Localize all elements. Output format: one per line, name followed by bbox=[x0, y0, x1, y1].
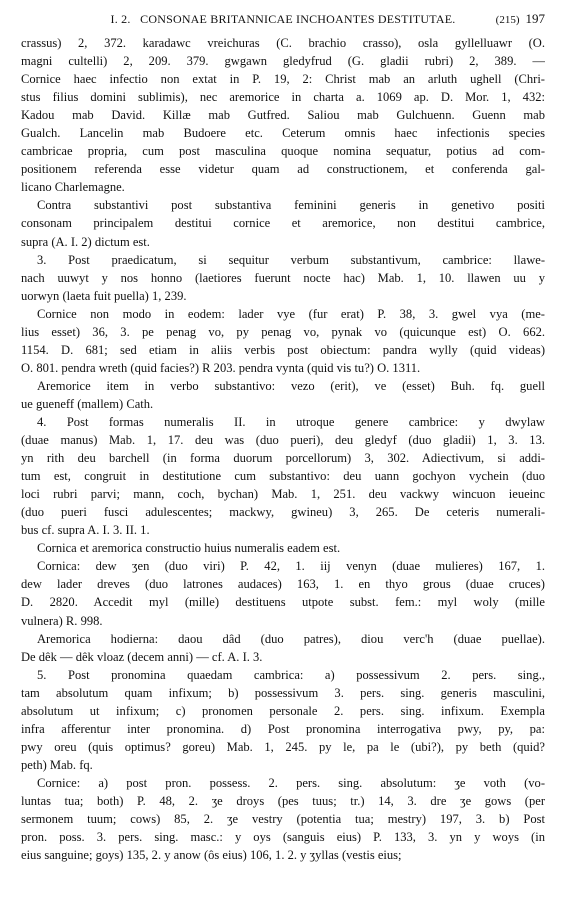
page-numbers bbox=[496, 8, 545, 31]
paragraph bbox=[21, 377, 545, 413]
text-line: infra afferentur inter pronomina. d) Post pronomina interrogativa pwy, py, pa: bbox=[21, 721, 545, 736]
text-line: vulnera) R. 998. bbox=[21, 613, 103, 628]
text-line: Cornica: dew ʒen (duo viri) P. 42, 1. iij venyn (duae mulieres) 167, 1. bbox=[37, 559, 545, 574]
text-line: pron. poss. 3. pers. sing. masc.: y oys (sanguis eius) P. 133, 3. yn y woys (in bbox=[21, 830, 545, 845]
text-line: lius esset) 36, 3. pe penag vo, py penag vo, pynak vo (quicunque est) O. 662. bbox=[21, 324, 545, 339]
text-line: Aremorica hodierna: daou dâd (duo patres), diou verc'h (duae puellae). bbox=[37, 631, 545, 646]
text-line: luntas tua; both) P. 48, 2. ʒe droys (pes tuus; tr.) 14, 3. dre ʒe gows (per bbox=[21, 793, 545, 808]
text-line: Cornice haec infectio non extat in P. 19, 2: Christ mab an arluth ughell (Chri- bbox=[21, 72, 545, 87]
paragraph bbox=[21, 34, 545, 196]
text-line: uorwyn (laeta fuit puella) 1, 239. bbox=[21, 288, 187, 303]
text-line: De dêk — dêk vloaz (decem anni) — cf. A. I. 3. bbox=[21, 649, 263, 664]
text-line: eius sanguine; goys) 135, 2. y anow (ôs eius) 106, 1. 2. y ʒyllas (vestis eius; bbox=[21, 848, 402, 863]
text-line: Cornica et aremorica constructio huius numeralis eadem est. bbox=[37, 541, 341, 556]
text-line: tum est, congruit in destitutione cum substantivo: deu uann gochyon vychein (duo bbox=[21, 469, 545, 484]
paragraph bbox=[21, 305, 545, 377]
paragraph bbox=[21, 666, 545, 774]
text-line: 1154. D. 681; sed etiam in aliis verbis post obiectum: pandra wylly (quid videas) bbox=[21, 342, 545, 357]
text-line: 5. Post pronomina quaedam cambrica: a) possessivum 2. pers. sing., bbox=[37, 667, 545, 682]
paragraph bbox=[21, 413, 545, 539]
text-line: supra (A. I. 2) dictum est. bbox=[21, 234, 150, 249]
text-line: sermonem tuum; cows) 85, 2. ʒe vestry (potentia tua; mestry) 197, 3. b) Post bbox=[21, 812, 545, 827]
text-line: yn rith deu barchell (in forma duorum porcellorum) 3, 302. Adiectivum, si addi- bbox=[21, 451, 545, 466]
text-line: D. 2820. Accedit myl (mille) destituens utpote subst. fem.: myl woly (mille bbox=[21, 595, 545, 610]
body-text bbox=[21, 34, 545, 864]
paragraph bbox=[21, 557, 545, 629]
text-line: crassus) 2, 372. karadawc vreichuras (C. brachio crasso), osla gyllelluawr (O. bbox=[21, 36, 545, 50]
text-line: bus cf. supra A. I. 3. II. 1. bbox=[21, 523, 150, 538]
text-line: positionem referenda esse videtur quam ad constructionem, et conferenda gal- bbox=[21, 162, 545, 177]
section-number: I. 2. bbox=[110, 12, 131, 26]
paragraph bbox=[21, 630, 545, 666]
paragraph bbox=[21, 774, 545, 864]
text-line: (duo pueri fusci adulescentes; mackwy, gwineu) 3, 265. De ceteris numerali- bbox=[21, 505, 545, 520]
text-line: ue gueneff (mallem) Cath. bbox=[21, 396, 154, 411]
text-line: magni cultelli) 2, 209. 379. gwgawn gledyfrud (G. gladii rubri) 2, 389. — bbox=[21, 54, 545, 69]
text-line: tam absolutum quam infixum; b) possessivum 3. pers. sing. generis masculini, bbox=[21, 685, 545, 700]
text-line: 3. Post praedicatum, si sequitur verbum substantivum, cambrice: llawe- bbox=[37, 252, 545, 267]
text-line: Gualch. Lancelin mab Budoere etc. Ceterum omnis haec infectionis species bbox=[21, 126, 545, 141]
text-line: (duae manus) Mab. 1, 17. deu was (duo pueri), deu gledyf (duo gladii) 1, 3. 13. bbox=[21, 433, 545, 448]
running-title bbox=[21, 8, 545, 30]
text-line: pwy oreu (quis optimus? goreu) Mab. 1, 245. py le, pa le (ubi?), py beth (quid? bbox=[21, 739, 545, 754]
text-line: Aremorice item in verbo substantivo: vezo (erit), ve (esset) Buh. fq. guell bbox=[37, 378, 545, 393]
paragraph bbox=[21, 539, 545, 557]
text-line: Contra substantivi post substantiva feminini generis in genetivo positi bbox=[37, 198, 545, 213]
text-line: Cornice: a) post pron. possess. 2. pers. sing. absolutum: ʒe voth (vo- bbox=[37, 775, 545, 790]
text-line: absolutum ut infixum; c) pronomen personale 2. pers. sing. infixum. Exempla bbox=[21, 703, 545, 718]
page-number: 197 bbox=[525, 11, 545, 26]
paragraph bbox=[21, 251, 545, 305]
text-line: peth) Mab. fq. bbox=[21, 757, 93, 772]
text-line: licano Charlemagne. bbox=[21, 180, 125, 195]
text-line: Kadou mab David. Killæ mab Gutfred. Saliou mab Gulchuenn. Guenn mab bbox=[21, 108, 545, 123]
text-line: consonam principalem destitui cornice et aremorice, non destitui cambrice, bbox=[21, 216, 545, 231]
text-line: loci rubri parvi; mann, coch, bychan) Mab. 1, 251. deu vackwy wincuon ieueinc bbox=[21, 487, 545, 502]
text-line: nach uuwyt y nos honno (laetiores fuerunt nocte hac) Mab. 1, 10. llawen uu y bbox=[21, 270, 545, 285]
section-title: CONSONAE BRITANNICAE INCHOANTES DESTITUTAE. bbox=[140, 12, 456, 26]
original-page-number: (215) bbox=[495, 14, 520, 26]
text-line: 4. Post formas numeralis II. in utroque genere cambrice: y dwylaw bbox=[37, 414, 545, 429]
text-line: O. 801. pendra wreth (quid facies?) R 203. pendra vynta (quid vis tu?) O. 1311. bbox=[21, 360, 421, 375]
text-line: dew lader dreves (duo latrones audaces) 163, 1. en thyo grous (duae cruces) bbox=[21, 577, 545, 592]
text-line: cambricae propria, cum post masculina quoque nomina sequatur, potius ad com- bbox=[21, 144, 545, 159]
text-line: stus filius domini sublimis), nec aremorice in charta a. 1069 ap. D. Mor. 1, 432: bbox=[21, 90, 545, 105]
text-line: Cornice non modo in eodem: lader vye (fur erat) P. 38, 3. gwel vya (me- bbox=[37, 306, 545, 321]
running-header bbox=[21, 8, 545, 30]
paragraph bbox=[21, 196, 545, 250]
